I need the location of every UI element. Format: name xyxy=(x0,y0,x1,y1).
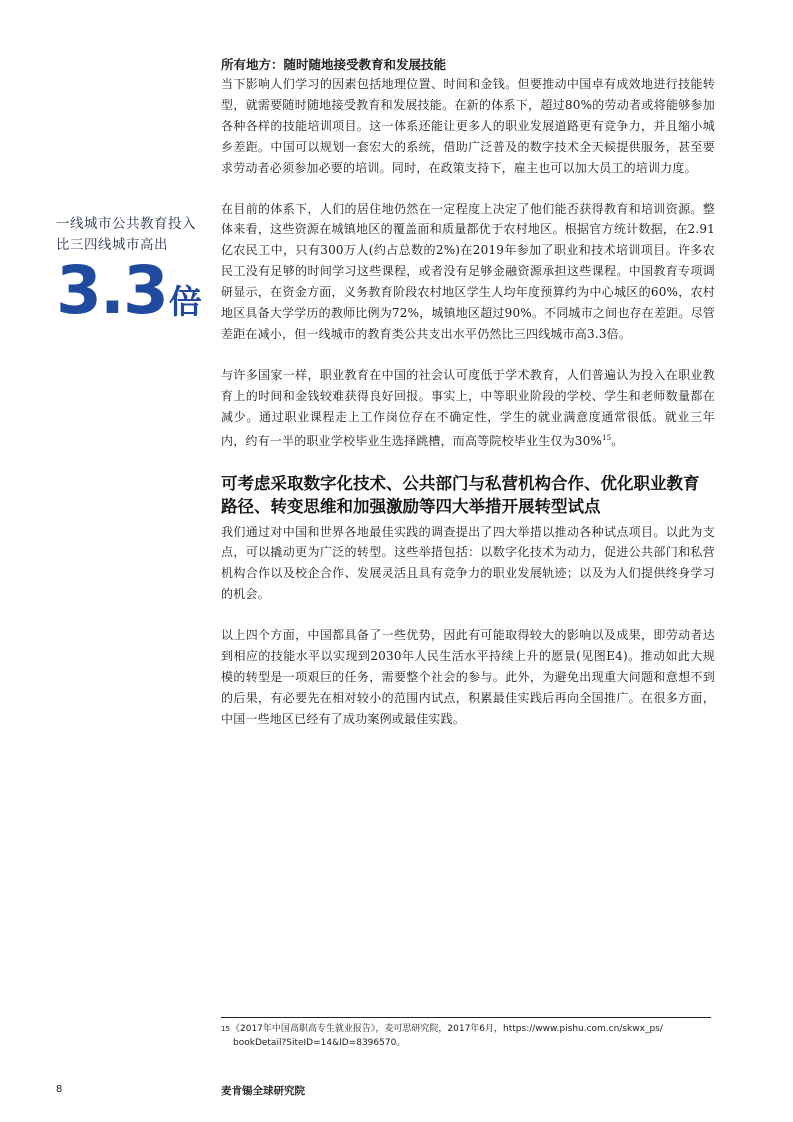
paragraph-advantages: 以上四个方面，中国都具备了一些优势，因此有可能取得较大的影响以及成果，即劳动者达到相应的技能水平以实现到2030年人民生活水平持续上升的愿景(见图E4)。推动如此大规模的转型是一项艰巨的任务，需要整个社会的参与。此外，为避免出现重大问题和意想不到的后果，有必要先在相对较小的范围内试点，积累最佳实践后再向全国推广。在很多方面，中国一些地区已经有了成功案例或最佳实践。 xyxy=(221,628,715,726)
section-subhead: 所有地方：随时随地接受教育和发展技能 xyxy=(221,57,447,72)
paragraph-resources: 在目前的体系下，人们的居住地仍然在一定程度上决定了他们能否获得教育和培训资源。整体来看，这些资源在城镇地区的覆盖面和质量都优于农村地区。根据官方统计数据，在2.91亿农民工中，只有300万人(约占总数的2%)在2019年参加了职业和技术培训项目。许多农民工没有足够的时间学习这些课程，或者没有足够金融资源承担这些课程。中国教育专项调研显示，在资金方面，义务教育阶段农村地区学生人均年度预算约为中心城区的60%，农村地区具备大学学历的教师比例为72%，城镇地区超过90%。不同城市之间也存在差距。尽管差距在减小，但一线城市的教育类公共支出水平仍然比三四线城市高3.3倍。 xyxy=(221,201,715,341)
paragraph-vocational-end: 。 xyxy=(611,433,624,448)
footnote-ref: 15 xyxy=(602,433,612,442)
footer-organization: 麦肯锡全球研究院 xyxy=(221,1085,305,1097)
footnote-line-2: bookDetail?SiteID=14&ID=8396570。 xyxy=(233,1037,406,1048)
paragraph-vocational-text: 与许多国家一样，职业教育在中国的社会认可度低于学术教育，人们普遍认为投入在职业教育上的时间和金钱较难获得良好回报。事实上，中等职业阶段的学校、学生和老师数量都在减少。通过职业课程走上工作岗位存在不确定性，学生的就业满意度通常很低。就业三年内，约有一半的职业学校毕业生选择跳槽，而高等院校毕业生仅为30% xyxy=(221,367,715,448)
paragraph-geography: 当下影响人们学习的因素包括地理位置、时间和金钱。但要推动中国卓有成效地进行技能转型，就需要随时随地接受教育和发展技能。在新的体系下，超过80%的劳动者或将能够参加各种各样的技能培训项目。这一体系还能让更多人的职业发展道路更有竞争力，并且缩小城乡差距。中国可以规划一套宏大的系统，借助广泛普及的数字技术全天候提供服务，甚至要求劳动者必须参加必要的培训。同时，在政策支持下，雇主也可以加大员工的培训力度。 xyxy=(221,77,715,175)
callout-stat xyxy=(56,252,206,329)
paragraph-vocational xyxy=(221,365,715,452)
page-number: 8 xyxy=(56,1084,63,1095)
footnote-mark: 15 xyxy=(221,1025,230,1033)
callout-unit: 倍 xyxy=(168,282,202,321)
footnote xyxy=(221,1023,715,1050)
section-title: 可考虑采取数字化技术、公共部门与私营机构合作、优化职业教育路径、转变思维和加强激励等四大举措开展转型试点 xyxy=(221,473,700,516)
callout-label: 一线城市公共教育投入比三四线城市高出 xyxy=(56,216,196,253)
callout-sidebar xyxy=(56,214,206,329)
footnote-line-1: 《2017年中国高职高专生就业报告》，麦可思研究院，2017年6月，https://www.pishu.com.cn/skwx_ps/ xyxy=(231,1024,663,1034)
paragraph-initiatives: 我们通过对中国和世界各地最佳实践的调查提出了四大举措以推动各种试点项目。以此为支点，可以撬动更为广泛的转型。这些举措包括：以数字化技术为动力，促进公共部门和私营机构合作以及校企合作、发展灵活且具有竞争力的职业发展轨迹；以及为人们提供终身学习的机会。 xyxy=(221,524,715,602)
footnote-divider xyxy=(221,1017,711,1018)
callout-number: 3.3 xyxy=(56,252,167,329)
main-content xyxy=(221,54,715,730)
